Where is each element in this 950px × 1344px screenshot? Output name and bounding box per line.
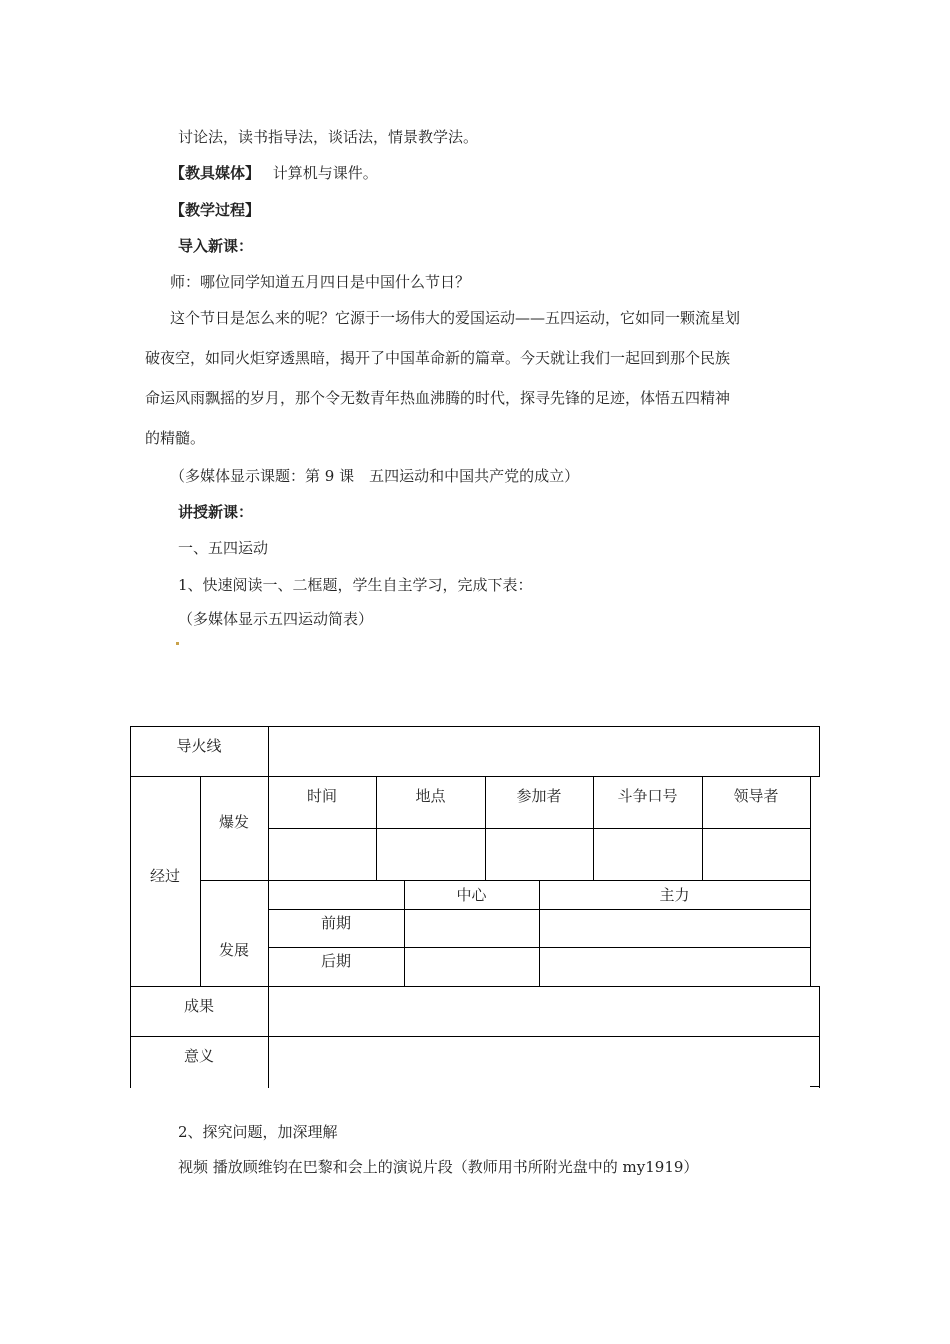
media-text: 计算机与课件。 [272,164,378,182]
row-late: 后期 [320,952,351,970]
result-label: 成果 [183,997,214,1015]
para1-line3: 命运风雨飘摇的岁月，那个令无数青年热血沸腾的时代，探寻先锋的足迹，体悟五四精神 [145,389,731,407]
header-center: 中心 [456,886,487,904]
fuse-label: 导火线 [176,737,222,755]
intro-label: 导入新课： [178,237,254,255]
methods-text: 讨论法，读书指导法，谈话法，情景教学法。 [178,128,479,146]
header-slogan: 斗争口号 [617,787,678,805]
table-display: （多媒体显示五四运动简表） [178,610,374,628]
para1-line4: 的精髓。 [145,429,206,447]
development-label: 发展 [218,941,249,959]
row-early: 前期 [320,914,351,932]
teacher-question: 师：哪位同学知道五月四日是中国什么节日？ [170,273,471,291]
process-label: 经过 [149,867,180,885]
media-line [170,163,378,183]
may-fourth-table [130,726,820,1088]
step1-text: 1、快速阅读一、二框题，学生自主学习，完成下表： [178,576,533,594]
section1-heading: 一、五四运动 [178,539,269,557]
video-text: 视频 播放顾维钧在巴黎和会上的演说片段（教师用书所附光盘中的 my1919） [178,1158,699,1176]
marker-dot [176,642,179,645]
header-place: 地点 [415,787,446,805]
step2-text: 2、探究问题，加深理解 [178,1123,338,1141]
header-leaders: 领导者 [733,787,779,805]
para1-line2: 破夜空，如同火炬穿透黑暗，揭开了中国革命新的篇章。今天就让我们一起回到那个民族 [145,349,731,367]
lecture-label: 讲授新课： [178,503,254,521]
media-label: 【教具媒体】 [170,164,261,182]
process-label: 【教学过程】 [170,201,261,219]
outbreak-label: 爆发 [218,813,249,831]
header-participants: 参加者 [516,787,562,805]
significance-label: 意义 [183,1047,214,1065]
header-main-force: 主力 [659,886,690,904]
topic-display: （多媒体显示课题：第 9 课 五四运动和中国共产党的成立） [170,467,580,485]
header-time: 时间 [306,787,337,805]
para1-line1: 这个节日是怎么来的呢？它源于一场伟大的爱国运动——五四运动，它如同一颗流星划 [170,309,741,327]
